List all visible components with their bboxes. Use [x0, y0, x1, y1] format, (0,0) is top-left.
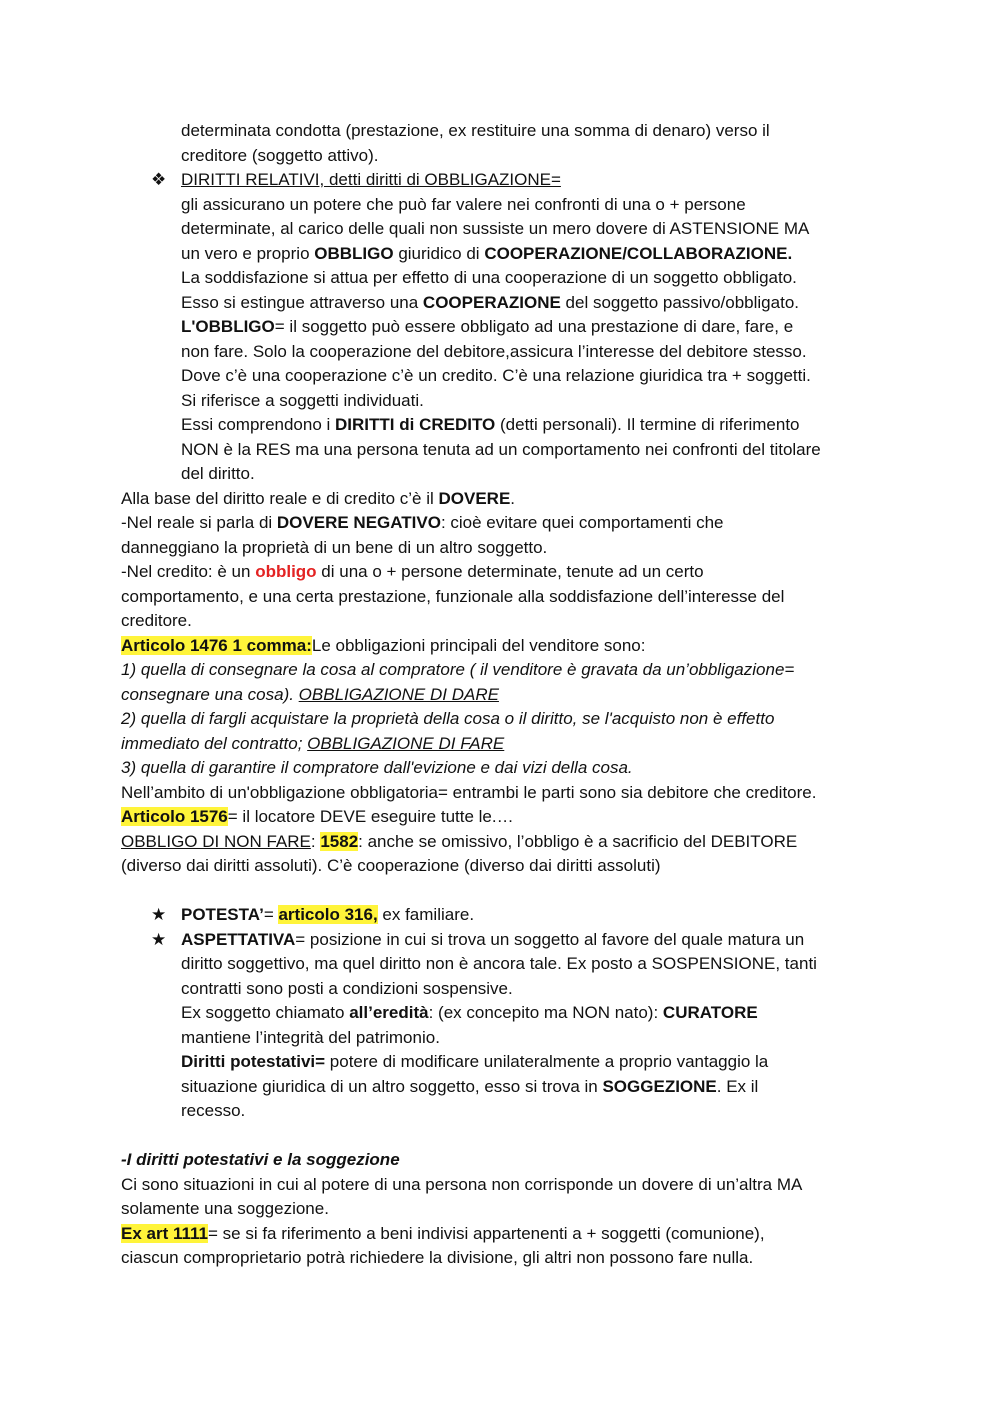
list-item-potesta: ★ POTESTA’= articolo 316, ex familiare.	[121, 903, 901, 928]
text-line: Diritti potestativi= potere di modificare unilateralmente a proprio vantaggio la	[181, 1052, 769, 1071]
text-line: creditore (soggetto attivo).	[181, 145, 379, 165]
text-line: Articolo 1576= il locatore DEVE eseguire tutte le.…	[121, 807, 514, 826]
text-line: Dove c’è una cooperazione c’è un credito. C’è una relazione giuridica tra + soggetti.	[181, 366, 811, 385]
text-line: Essi comprendono i DIRITTI di CREDITO (detti personali). Il termine di riferimento	[181, 415, 800, 434]
text-line: NON è la RES ma una persona tenuta ad un comportamento nei confronti del titolare	[181, 439, 821, 459]
star-bullet-icon: ★	[151, 905, 167, 924]
text-line: Si riferisce a soggetti individuati.	[181, 390, 424, 410]
diamond-bullet-icon: ❖	[151, 170, 167, 189]
highlighted-article: Articolo 1476 1 comma:	[121, 635, 312, 655]
text-line: Esso si estingue attraverso una COOPERAZIONE del soggetto passivo/obbligato.	[181, 292, 799, 312]
text-line: recesso.	[181, 1101, 246, 1120]
text-line: danneggiano la proprietà di un bene di un altro soggetto.	[121, 537, 548, 557]
text-line: creditore.	[121, 611, 192, 630]
text-line: situazione giuridica di un altro soggetto, esso si trova in SOGGEZIONE. Ex il	[181, 1076, 759, 1096]
text-line: determinata condotta (prestazione, ex restituire una somma di denaro) verso il	[181, 121, 770, 140]
text-line: determinate, al carico delle quali non sussiste un mero dovere di ASTENSIONE MA	[181, 219, 810, 238]
text-line: contratti sono posti a condizioni sospensive.	[181, 978, 513, 998]
text-line: -Nel credito: è un obbligo di una o + persone determinate, tenute ad un certo	[121, 562, 704, 581]
text-line: 1) quella di consegnare la cosa al compratore ( il venditore è gravata da un’obbligazione=	[121, 660, 795, 679]
highlighted-article: Articolo 1576	[121, 807, 228, 826]
list-item-diritti-relativi	[121, 168, 901, 193]
section-heading: DIRITTI RELATIVI, detti diritti di OBBLIGAZIONE=	[181, 170, 561, 189]
text-line: Ex art 1111= se si fa riferimento a beni indivisi appartenenti a + soggetti (comunione),	[121, 1223, 765, 1243]
text-line: solamente una soggezione.	[121, 1199, 329, 1218]
text-line: 3) quella di garantire il compratore dall'evizione e dai vizi della cosa.	[121, 758, 633, 777]
text-line: L'OBBLIGO= il soggetto può essere obbligato ad una prestazione di dare, fare, e	[181, 317, 794, 336]
text-line: diritto soggettivo, ma quel diritto non è ancora tale. Ex posto a SOSPENSIONE, tanti	[181, 954, 817, 973]
text-line: Alla base del diritto reale e di credito c’è il DOVERE.	[121, 488, 516, 508]
document-page	[121, 119, 901, 1271]
text-line: Articolo 1476 1 comma:Le obbligazioni principali del venditore sono:	[121, 635, 646, 655]
text-line: Ex soggetto chiamato all’eredità: (ex concepito ma NON nato): CURATORE	[181, 1003, 758, 1022]
text-line: del diritto.	[181, 464, 255, 483]
highlighted-article: Ex art 1111	[121, 1223, 208, 1243]
text-line: immediato del contratto; OBBLIGAZIONE DI FARE	[121, 733, 505, 753]
text-line: consegnare una cosa). OBBLIGAZIONE DI DARE	[121, 684, 499, 704]
text-line: non fare. Solo la cooperazione del debitore,assicura l’interesse del debitore stesso.	[181, 341, 807, 361]
text-line: -Nel reale si parla di DOVERE NEGATIVO: cioè evitare quei comportamenti che	[121, 513, 724, 532]
red-emphasis: obbligo	[255, 562, 317, 581]
highlighted-article: articolo 316,	[278, 905, 378, 924]
text-line: Nell’ambito di un'obbligazione obbligatoria= entrambi le parti sono sia debitore che creditore.	[121, 782, 817, 802]
highlighted-article: 1582	[320, 831, 359, 851]
text-line: 2) quella di fargli acquistare la proprietà della cosa o il diritto, se l'acquisto non è effetto	[121, 709, 775, 728]
text-line: Ci sono situazioni in cui al potere di una persona non corrisponde un dovere di un’altra MA	[121, 1174, 803, 1194]
text-line: comportamento, e una certa prestazione, funzionale alla soddisfazione dell’interesse del	[121, 586, 785, 606]
text-line: OBBLIGO DI NON FARE: 1582: anche se omissivo, l’obbligo è a sacrificio del DEBITORE	[121, 831, 798, 851]
text-line: La soddisfazione si attua per effetto di una cooperazione di un soggetto obbligato.	[181, 268, 797, 287]
section-title: -I diritti potestativi e la soggezione	[121, 1150, 400, 1169]
text-line: (diverso dai diritti assoluti). C’è cooperazione (diverso dai diritti assoluti)	[121, 856, 661, 875]
list-item-aspettativa: ★ ASPETTATIVA= posizione in cui si trova un soggetto al favore del quale matura un	[121, 928, 901, 953]
star-bullet-icon: ★	[151, 929, 167, 949]
text-line: un vero e proprio OBBLIGO giuridico di COOPERAZIONE/COLLABORAZIONE.	[181, 243, 793, 263]
text-line: ciascun comproprietario potrà richiedere la divisione, gli altri non possono fare nulla.	[121, 1248, 754, 1267]
text-line: mantiene l’integrità del patrimonio.	[181, 1027, 440, 1047]
text-line: gli assicurano un potere che può far valere nei confronti di una o + persone	[181, 194, 746, 214]
